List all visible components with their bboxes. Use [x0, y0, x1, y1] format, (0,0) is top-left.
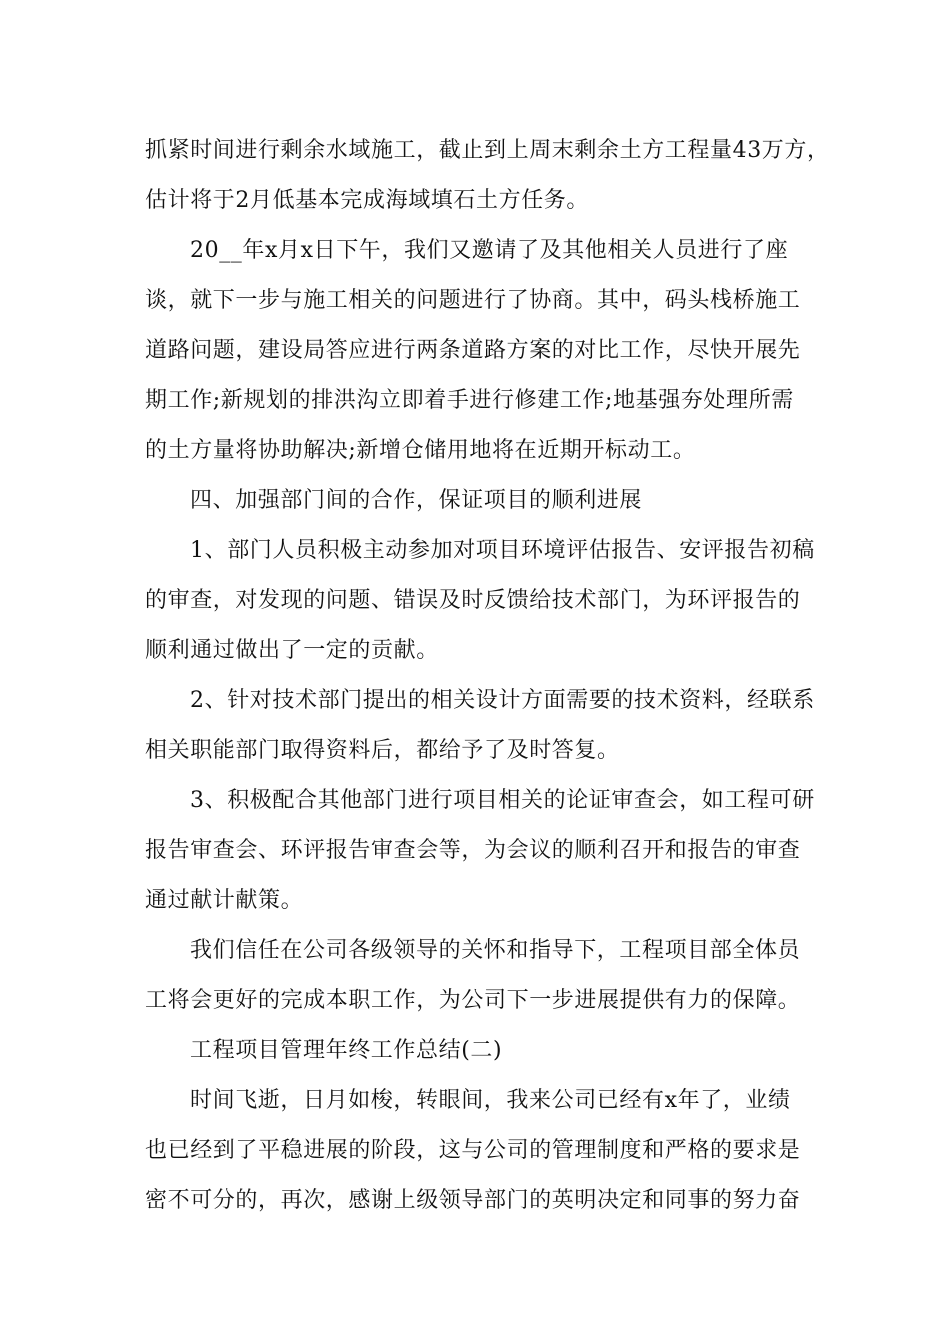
text-line: 道路问题，建设局答应进行两条道路方案的对比工作，尽快开展先: [145, 338, 801, 363]
text-line: 也已经到了平稳进展的阶段，这与公司的管理制度和严格的要求是: [145, 1138, 801, 1163]
section-heading: 四、加强部门间的合作，保证项目的顺利进展: [190, 488, 643, 513]
text-line: 报告审查会、环评报告审查会等，为会议的顺利召开和报告的审查: [145, 838, 801, 863]
paragraph-first-line: 时间飞逝，日月如梭，转眼间，我来公司已经有x年了，业绩: [190, 1088, 791, 1113]
document-subtitle: 工程项目管理年终工作总结(二): [190, 1038, 503, 1063]
paragraph-first-line: 3、积极配合其他部门进行项目相关的论证审查会，如工程可研: [190, 788, 815, 813]
text-line: 抓紧时间进行剩余水域施工，截止到上周末剩余土方工程量43万方，: [145, 138, 830, 163]
paragraph-first-line: 2、针对技术部门提出的相关设计方面需要的技术资料，经联系: [190, 688, 815, 713]
text-line: 密不可分的，再次，感谢上级领导部门的英明决定和同事的努力奋: [145, 1188, 801, 1213]
text-line: 相关职能部门取得资料后，都给予了及时答复。: [145, 738, 620, 763]
text-line: 通过献计献策。: [145, 888, 304, 913]
text-line: 的审查，对发现的问题、错误及时反馈给技术部门，为环评报告的: [145, 588, 801, 613]
text-line: 谈，就下一步与施工相关的问题进行了协商。其中，码头栈桥施工: [145, 288, 801, 313]
text-line: 期工作;新规划的排洪沟立即着手进行修建工作;地基强夯处理所需: [145, 388, 794, 413]
paragraph-first-line: 1、部门人员积极主动参加对项目环境评估报告、安评报告初稿: [190, 538, 815, 563]
text-line: 顺利通过做出了一定的贡献。: [145, 638, 439, 663]
paragraph-first-line: 20__年x月x日下午，我们又邀请了及其他相关人员进行了座: [190, 238, 789, 263]
text-line: 的土方量将协助解决;新增仓储用地将在近期开标动工。: [145, 438, 696, 463]
paragraph-first-line: 我们信任在公司各级领导的关怀和指导下，工程项目部全体员: [190, 938, 801, 963]
text-line: 估计将于2月低基本完成海域填石土方任务。: [145, 188, 589, 213]
text-line: 工将会更好的完成本职工作，为公司下一步进展提供有力的保障。: [145, 988, 801, 1013]
